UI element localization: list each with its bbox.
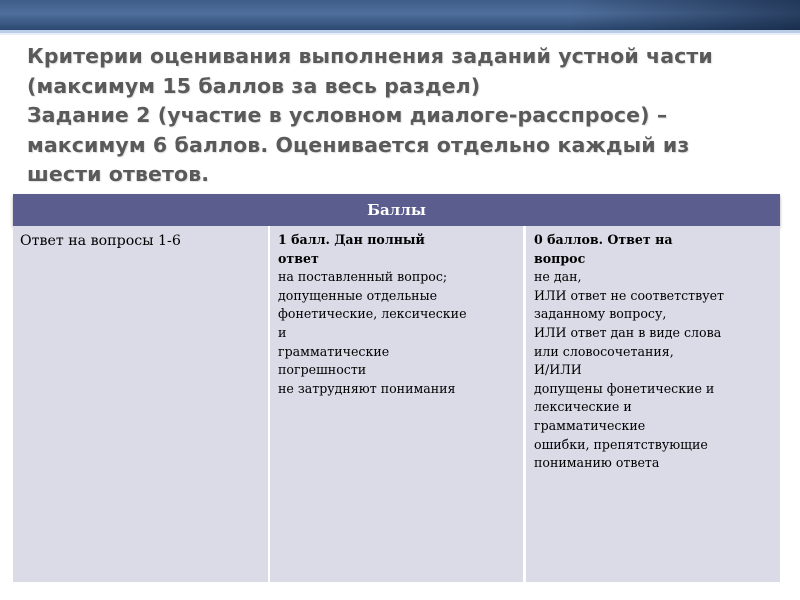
row-label-cell	[13, 226, 268, 582]
top-decorative-band	[0, 0, 800, 30]
score-0-cell	[526, 226, 780, 582]
score-0-text-line: лексические и	[534, 399, 632, 415]
table-header-scores: Баллы	[13, 194, 780, 226]
score-1-text-line: грамматические	[278, 343, 390, 359]
score-0-text-line: грамматические	[534, 417, 646, 433]
score-0-text-line: заданному вопросу,	[534, 306, 667, 322]
score-1-text-line: не затрудняют понимания	[278, 380, 456, 396]
score-1-text-line: и	[278, 324, 287, 340]
title-line: максимум 6 баллов. Оценивается отдельно каждый из	[27, 132, 690, 157]
score-1-heading: 1 балл. Дан полный	[278, 232, 425, 247]
slide-title	[27, 42, 787, 190]
score-0-heading: 0 баллов. Ответ на	[534, 232, 673, 247]
score-1-cell	[270, 226, 523, 582]
score-1-text-line: на поставленный вопрос;	[278, 269, 448, 285]
score-0-text-line: И/ИЛИ	[534, 362, 582, 378]
title-line: шести ответов.	[27, 162, 210, 186]
score-0-text-line: не дан,	[534, 269, 582, 285]
score-1-text-line: погрешности	[278, 362, 367, 378]
score-1-heading: ответ	[278, 250, 319, 266]
score-0-text-line: ИЛИ ответ дан в виде слова	[534, 324, 722, 340]
score-0-text-line: или словосочетания,	[534, 343, 674, 359]
score-1-text-line: фонетические, лексические	[278, 306, 467, 322]
score-0-text-line: ИЛИ ответ не соответствует	[534, 287, 725, 303]
title-line: Критерии оценивания выполнения заданий устной части	[27, 44, 713, 68]
score-0-text-line: ошибки, препятствующие	[534, 436, 708, 452]
score-0-text-line: пониманию ответа	[534, 455, 660, 471]
top-band-shade	[570, 0, 800, 30]
title-line: Задание 2 (участие в условном диалоге-расспросе) –	[27, 103, 668, 127]
criteria-table	[13, 194, 780, 584]
score-0-heading: вопрос	[534, 250, 586, 266]
row-label: Ответ на вопросы 1-6	[20, 233, 181, 249]
top-accent-line-light	[0, 33, 800, 35]
score-1-text-line: допущенные отдельные	[278, 287, 438, 303]
score-0-text-line: допущены фонетические и	[534, 380, 715, 396]
title-line: (максимум 15 баллов за весь раздел)	[27, 73, 481, 98]
